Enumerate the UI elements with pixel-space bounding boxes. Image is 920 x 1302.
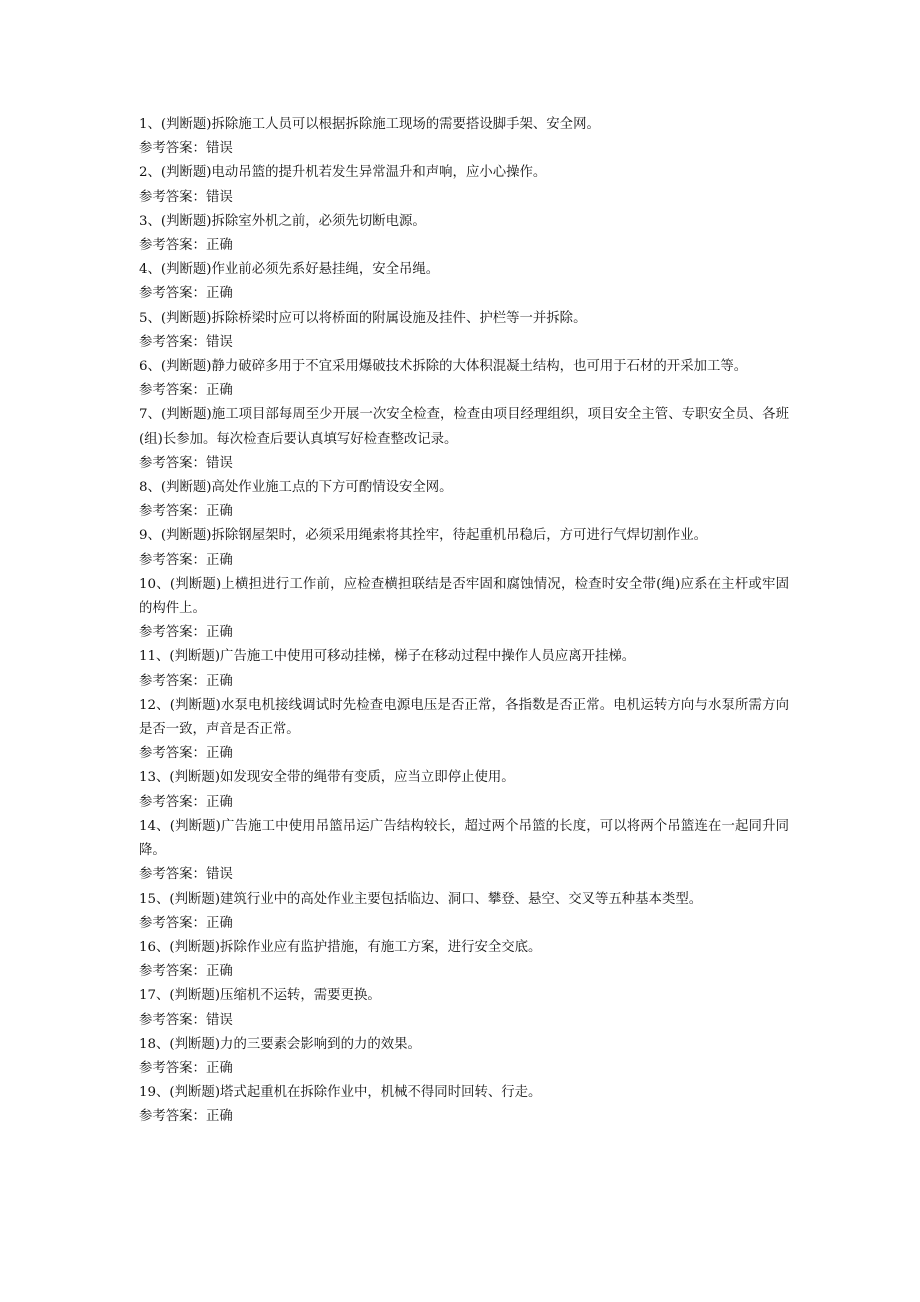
answer-prefix: 参考答案： xyxy=(139,1109,206,1125)
answer-line xyxy=(139,670,789,694)
answer-value: 正确 xyxy=(205,504,233,520)
answer-prefix: 参考答案： xyxy=(139,964,206,980)
answer-prefix: 参考答案： xyxy=(139,189,206,205)
answer-prefix: 参考答案： xyxy=(139,552,206,568)
answer-value: 正确 xyxy=(205,625,233,641)
question-text: 17、(判断题)压缩机不运转，需要更换。 xyxy=(139,988,381,1004)
question-item xyxy=(139,355,789,403)
question-item xyxy=(139,161,789,209)
answer-line xyxy=(139,452,789,476)
question-text: 15、(判断题)建筑行业中的高处作业主要包括临边、洞口、攀登、悬空、交叉等五种基本类型。 xyxy=(139,891,703,907)
answer-prefix: 参考答案： xyxy=(139,504,206,520)
question-list xyxy=(139,113,789,1130)
answer-value: 正确 xyxy=(205,673,233,689)
answer-prefix: 参考答案： xyxy=(139,673,206,689)
answer-line xyxy=(139,960,789,984)
answer-line xyxy=(139,791,789,815)
answer-line xyxy=(139,331,789,355)
answer-value: 错误 xyxy=(205,189,233,205)
answer-line xyxy=(139,500,789,524)
answer-prefix: 参考答案： xyxy=(139,867,206,883)
answer-line xyxy=(139,863,789,887)
answer-line xyxy=(139,1105,789,1129)
answer-line xyxy=(139,282,789,306)
answer-prefix: 参考答案： xyxy=(139,625,206,641)
question-text: 2、(判断题)电动吊篮的提升机若发生异常温升和声响，应小心操作。 xyxy=(139,165,547,181)
question-item xyxy=(139,524,789,572)
question-item xyxy=(139,403,789,476)
answer-line xyxy=(139,137,789,161)
question-item xyxy=(139,573,789,646)
answer-value: 正确 xyxy=(205,964,233,980)
question-text: 4、(判断题)作业前必须先系好悬挂绳，安全吊绳。 xyxy=(139,262,440,278)
question-text: 6、(判断题)静力破碎多用于不宜采用爆破技术拆除的大体积混凝土结构，也可用于石材的开采加工等。 xyxy=(139,359,748,375)
question-item xyxy=(139,307,789,355)
answer-prefix: 参考答案： xyxy=(139,383,206,399)
question-text: 11、(判断题)广告施工中使用可移动挂梯，梯子在移动过程中操作人员应离开挂梯。 xyxy=(139,649,636,665)
question-text: 5、(判断题)拆除桥梁时应可以将桥面的附属设施及挂件、护栏等一并拆除。 xyxy=(139,310,587,326)
answer-prefix: 参考答案： xyxy=(139,746,206,762)
question-text: 16、(判断题)拆除作业应有监护措施，有施工方案，进行安全交底。 xyxy=(139,939,542,955)
question-item xyxy=(139,210,789,258)
answer-value: 正确 xyxy=(205,1109,233,1125)
question-item xyxy=(139,766,789,814)
answer-line xyxy=(139,379,789,403)
answer-value: 正确 xyxy=(205,1060,233,1076)
answer-prefix: 参考答案： xyxy=(139,141,206,157)
answer-prefix: 参考答案： xyxy=(139,238,206,254)
answer-prefix: 参考答案： xyxy=(139,1012,206,1028)
question-item xyxy=(139,258,789,306)
answer-prefix: 参考答案： xyxy=(139,1060,206,1076)
question-text: 9、(判断题)拆除钢屋架时，必须采用绳索将其拴牢，待起重机吊稳后，方可进行气焊切割作业。 xyxy=(139,528,707,544)
answer-line xyxy=(139,912,789,936)
answer-value: 正确 xyxy=(205,746,233,762)
question-text: 8、(判断题)高处作业施工点的下方可酌情设安全网。 xyxy=(139,480,453,496)
answer-line xyxy=(139,234,789,258)
answer-prefix: 参考答案： xyxy=(139,334,206,350)
question-text: 14、(判断题)广告施工中使用吊篮吊运广告结构较长，超过两个吊篮的长度，可以将两个吊篮连在一起同升同降。 xyxy=(139,818,789,859)
answer-prefix: 参考答案： xyxy=(139,286,206,302)
answer-value: 正确 xyxy=(205,552,233,568)
question-text: 1、(判断题)拆除施工人员可以根据拆除施工现场的需要搭设脚手架、安全网。 xyxy=(139,117,600,132)
answer-value: 错误 xyxy=(205,455,233,471)
answer-line xyxy=(139,742,789,766)
question-text: 7、(判断题)施工项目部每周至少开展一次安全检查，检查由项目经理组织，项目安全主管、专职安全员、各班(组)长参加。每次检查后要认真填写好检查整改记录。 xyxy=(139,407,789,447)
answer-line xyxy=(139,186,789,210)
answer-prefix: 参考答案： xyxy=(139,455,206,471)
question-item xyxy=(139,694,789,767)
answer-value: 错误 xyxy=(205,334,233,350)
question-text: 13、(判断题)如发现安全带的绳带有变质，应当立即停止使用。 xyxy=(139,770,515,786)
question-text: 12、(判断题)水泵电机接线调试时先检查电源电压是否正常，各指数是否正常。电机运转方向与水泵所需方向是否一致，声音是否正常。 xyxy=(139,697,789,738)
question-item xyxy=(139,113,789,161)
question-text: 18、(判断题)力的三要素会影响到的力的效果。 xyxy=(139,1036,421,1052)
question-item xyxy=(139,888,789,936)
question-item xyxy=(139,936,789,984)
question-text: 10、(判断题)上横担进行工作前，应检查横担联结是否牢固和腐蚀情况，检查时安全带(绳)应系在主杆或牢固的构件上。 xyxy=(139,576,789,617)
question-item xyxy=(139,815,789,888)
question-text: 3、(判断题)拆除室外机之前，必须先切断电源。 xyxy=(139,213,426,229)
answer-prefix: 参考答案： xyxy=(139,915,206,931)
answer-line xyxy=(139,1057,789,1081)
answer-value: 正确 xyxy=(205,238,233,254)
answer-value: 错误 xyxy=(205,867,233,883)
answer-line xyxy=(139,549,789,573)
question-item xyxy=(139,476,789,524)
answer-line xyxy=(139,1009,789,1033)
answer-value: 正确 xyxy=(205,794,233,810)
answer-value: 正确 xyxy=(205,915,233,931)
question-item xyxy=(139,1033,789,1081)
answer-value: 正确 xyxy=(205,286,233,302)
answer-line xyxy=(139,621,789,645)
question-item xyxy=(139,984,789,1032)
question-item xyxy=(139,645,789,693)
answer-value: 错误 xyxy=(205,141,233,157)
answer-prefix: 参考答案： xyxy=(139,794,206,810)
answer-value: 错误 xyxy=(205,1012,233,1028)
question-text: 19、(判断题)塔式起重机在拆除作业中，机械不得同时回转、行走。 xyxy=(139,1085,542,1101)
answer-value: 正确 xyxy=(205,383,233,399)
question-item xyxy=(139,1081,789,1129)
